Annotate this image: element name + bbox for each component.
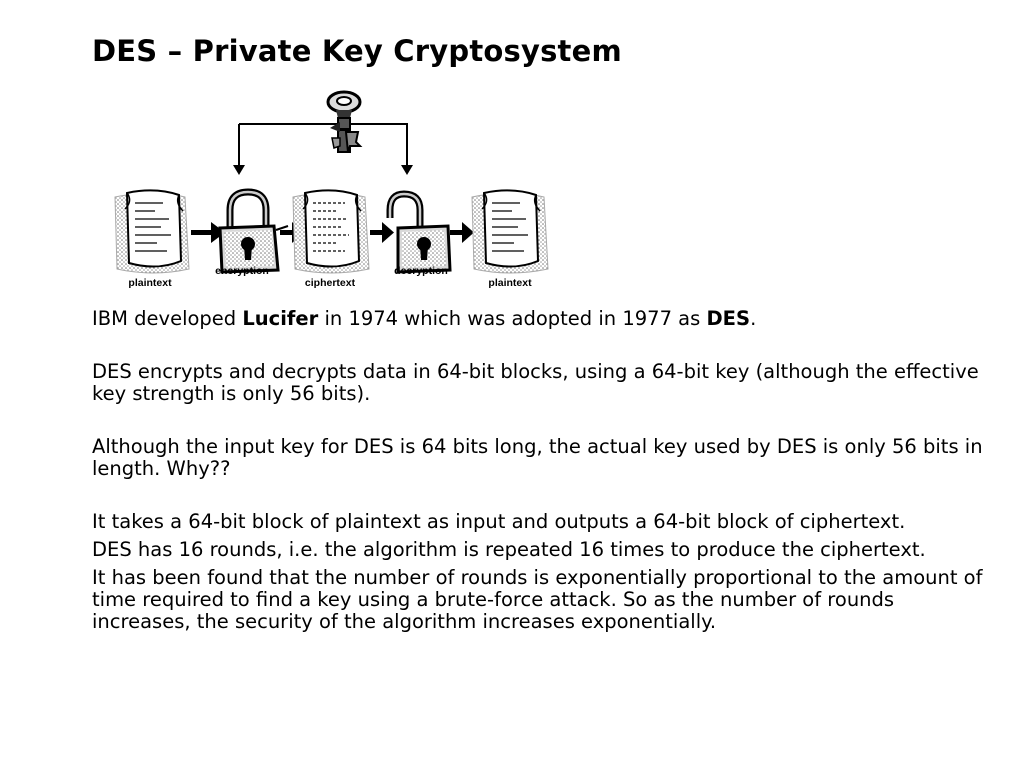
- arrow-icon: [370, 222, 394, 243]
- label-ciphertext: ciphertext: [304, 277, 356, 289]
- slide-body: [92, 308, 992, 633]
- text-run: IBM developed: [92, 307, 243, 330]
- label-decryption: decryption: [394, 265, 448, 277]
- paragraph-rounds: DES has 16 rounds, i.e. the algorithm is repeated 16 times to produce the ciphertext.: [92, 538, 926, 561]
- paragraph-brute-force: It has been found that the number of rounds is exponentially proportional to the amount of time required to find a key using a brute-force attack. So as the number of rounds increases, the security of the algorithm increases exponentially.: [92, 566, 983, 633]
- document-icon: [293, 190, 369, 273]
- key-icon: [328, 92, 360, 152]
- document-icon: [115, 190, 189, 273]
- key-distribution-lines: [233, 124, 413, 175]
- label-encryption: encryption: [215, 265, 269, 277]
- label-plaintext-out: plaintext: [488, 277, 532, 289]
- open-padlock-icon: [390, 194, 450, 272]
- paragraph-lucifer: [92, 308, 992, 330]
- bold-lucifer: Lucifer: [242, 307, 319, 330]
- encryption-diagram: [108, 88, 558, 294]
- bold-des: DES: [706, 307, 751, 330]
- paragraph-block-size: DES encrypts and decrypts data in 64-bit blocks, using a 64-bit key (although the effective key strength is only 56 bits).: [92, 360, 979, 405]
- paragraph-input-output: It takes a 64-bit block of plaintext as input and outputs a 64-bit block of ciphertext.: [92, 510, 906, 533]
- document-icon: [472, 190, 548, 273]
- paragraph-key-length: Although the input key for DES is 64 bits long, the actual key used by DES is only 56 bits in length. Why??: [92, 435, 983, 480]
- arrow-icon: [450, 222, 474, 243]
- slide-title: DES – Private Key Cryptosystem: [92, 34, 622, 68]
- closed-padlock-icon: [220, 192, 288, 272]
- label-plaintext-in: plaintext: [128, 277, 172, 289]
- text-run: .: [750, 307, 757, 330]
- encryption-diagram-svg: [108, 88, 558, 294]
- text-run: in 1974 which was adopted in 1977 as: [318, 307, 707, 330]
